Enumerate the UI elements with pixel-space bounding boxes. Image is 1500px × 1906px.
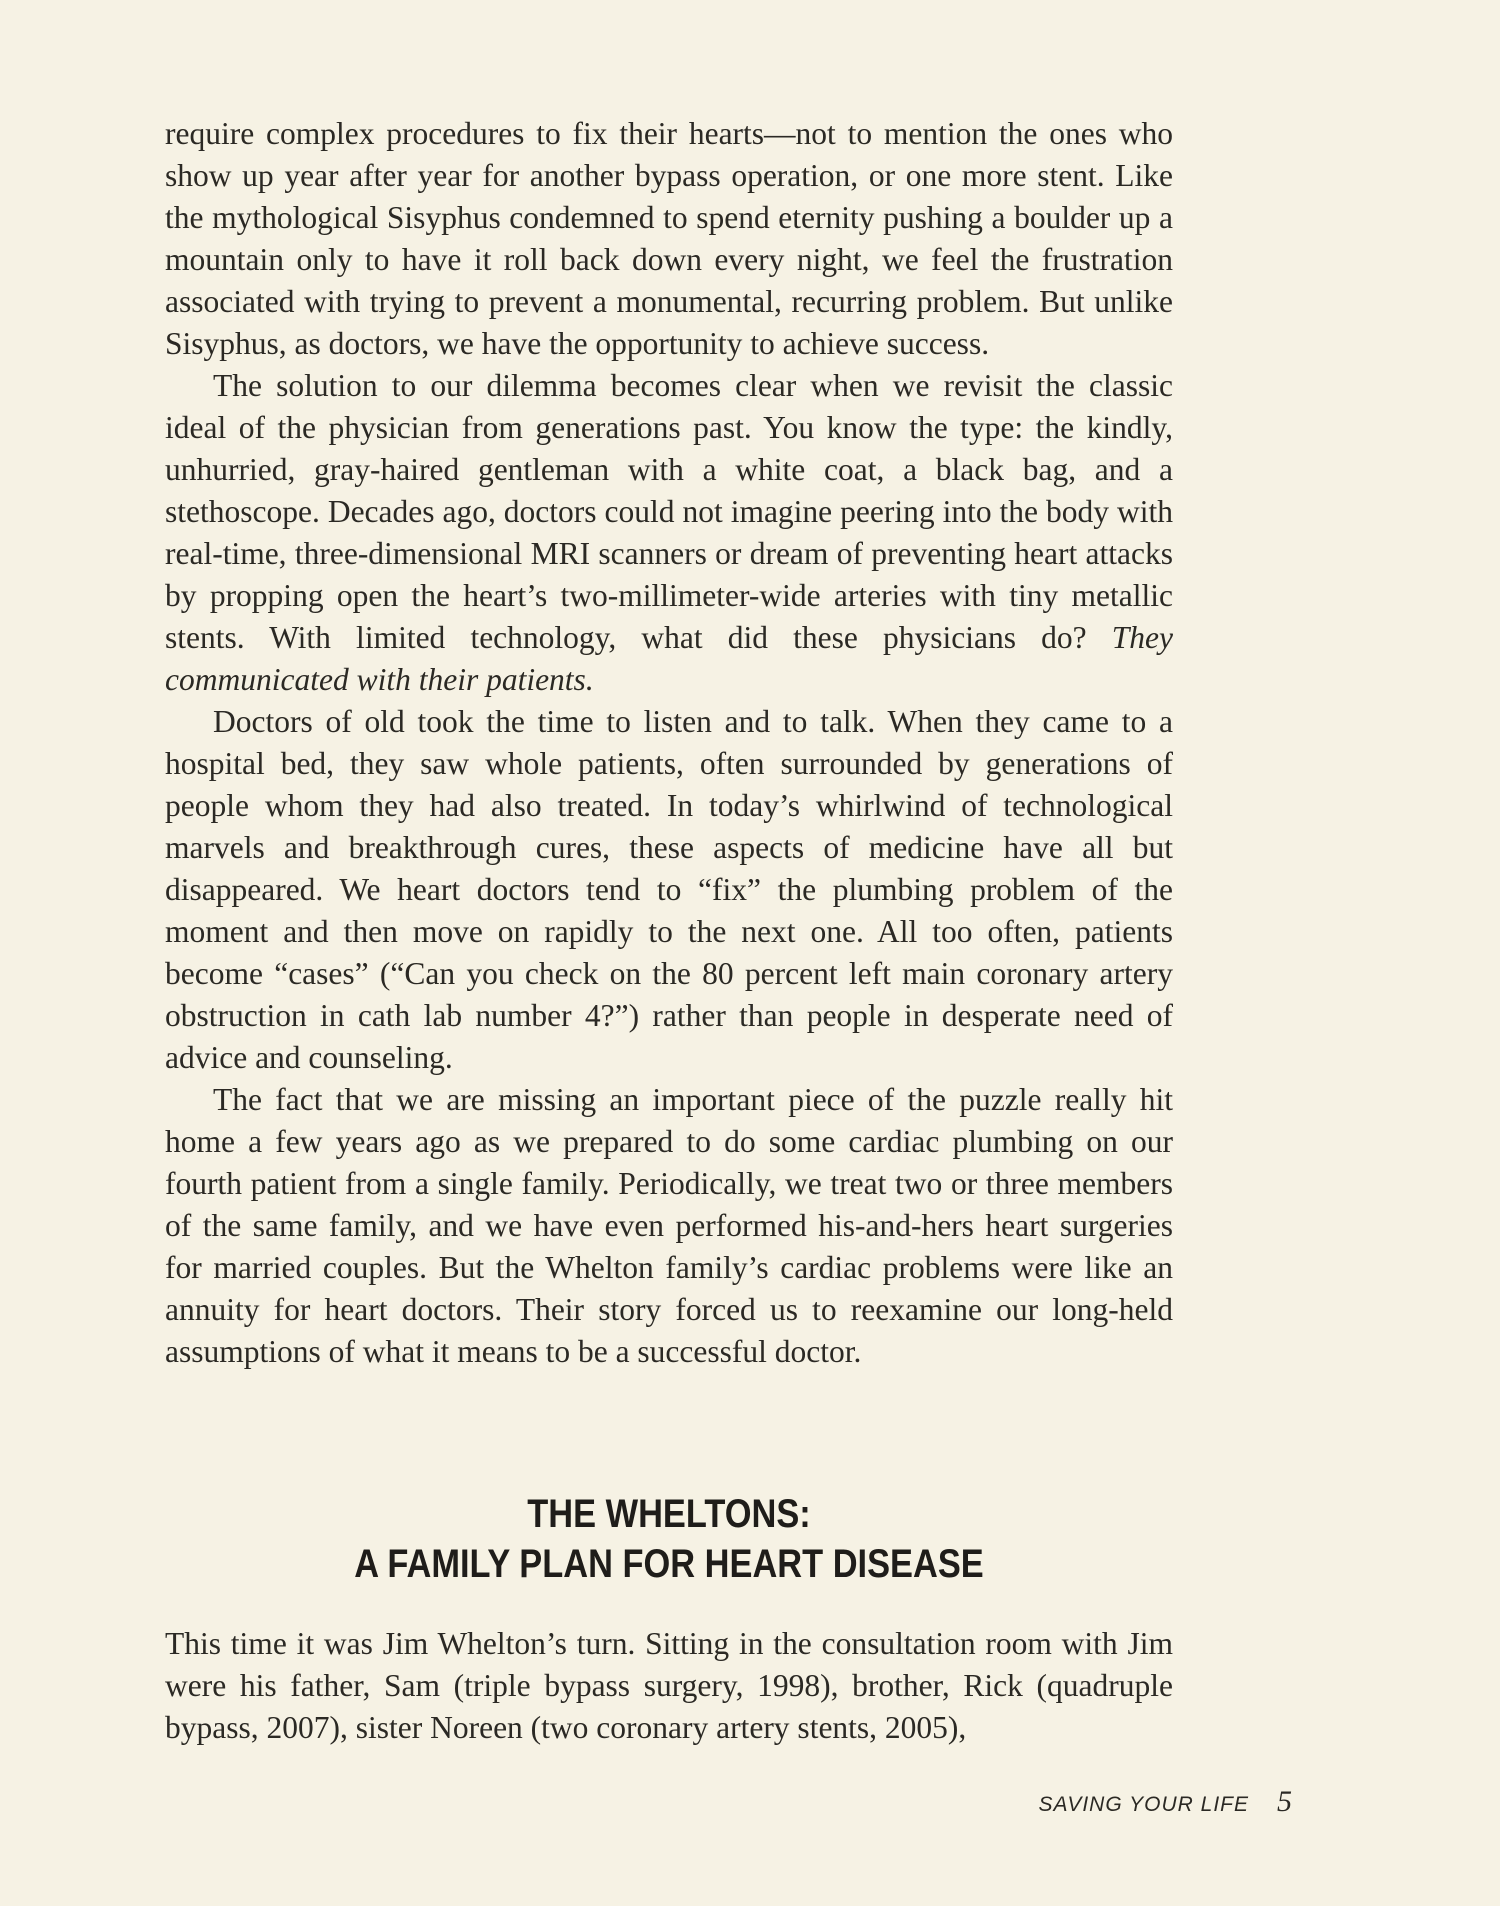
page-number: 5	[1277, 1785, 1292, 1818]
section-heading-line-2: A FAMILY PLAN FOR HEART DISEASE	[354, 1542, 984, 1586]
section-heading-line-1: THE WHELTONS:	[527, 1492, 811, 1536]
paragraph-4-text: The fact that we are missing an important piece of the puzzle really hit home a few years ago as we prepared to do some cardiac plumbing on our fourth patient from a single family. Periodically, we treat two or three members of the same family, and we have even performed his-and-hers heart surgeries for married couples. But the Whelton family’s cardiac problems were like an annuity for heart doctors. Their story forced us to reexamine our long-held assumptions of what it means to be a successful doctor.	[165, 1082, 1173, 1369]
paragraph-3	[165, 701, 1173, 1079]
paragraph-1-text: require complex procedures to fix their hearts—not to mention the ones who show up year after year for another bypass operation, or one more stent. Like the mythological Sisyphus condemned to spend eternity pushing a boulder up a mountain only to have it roll back down every night, we feel the frustration associated with trying to prevent a monumental, recurring problem. But unlike Sisyphus, as doctors, we have the opportunity to achieve success.	[165, 116, 1173, 361]
paragraph-2-text: The solution to our dilemma becomes clear when we revisit the classic ideal of the physician from generations past. You know the type: the kindly, unhurried, gray-haired gentleman with a white coat, a black bag, and a stethoscope. Decades ago, doctors could not imagine peering into the body with real-time, three-dimensional MRI scanners or dream of preventing heart attacks by propping open the heart’s two-millimeter-wide arteries with tiny metallic stents. With limited technology, what did these physicians do?	[165, 368, 1173, 655]
paragraph-4	[165, 1079, 1173, 1373]
section-heading	[236, 1489, 1103, 1589]
running-title: SAVING YOUR LIFE	[1038, 1793, 1249, 1816]
paragraph-3-text: Doctors of old took the time to listen and to talk. When they came to a hospital bed, they saw whole patients, often surrounded by generations of people whom they had also treated. In today’s whirlwind of technological marvels and breakthrough cures, these aspects of medicine have all but disappeared. We heart doctors tend to “fix” the plumbing problem of the moment and then move on rapidly to the next one. All too often, patients become “cases” (“Can you check on the 80 percent left main coronary artery obstruction in cath lab number 4?”) rather than people in desperate need of advice and counseling.	[165, 704, 1173, 1075]
section-paragraph: This time it was Jim Whelton’s turn. Sitting in the consultation room with Jim were his father, Sam (triple bypass surgery, 1998), brother, Rick (quadruple bypass, 2007), sister Noreen (two coronary artery stents, 2005),	[165, 1626, 1173, 1745]
section-body	[165, 1623, 1173, 1749]
paragraph-2-italic-text: They communicated with their patients.	[165, 620, 1173, 697]
paragraph-1	[165, 113, 1173, 365]
paragraph-2	[165, 365, 1173, 701]
body-text	[165, 113, 1173, 1373]
page-footer	[1038, 1785, 1292, 1819]
